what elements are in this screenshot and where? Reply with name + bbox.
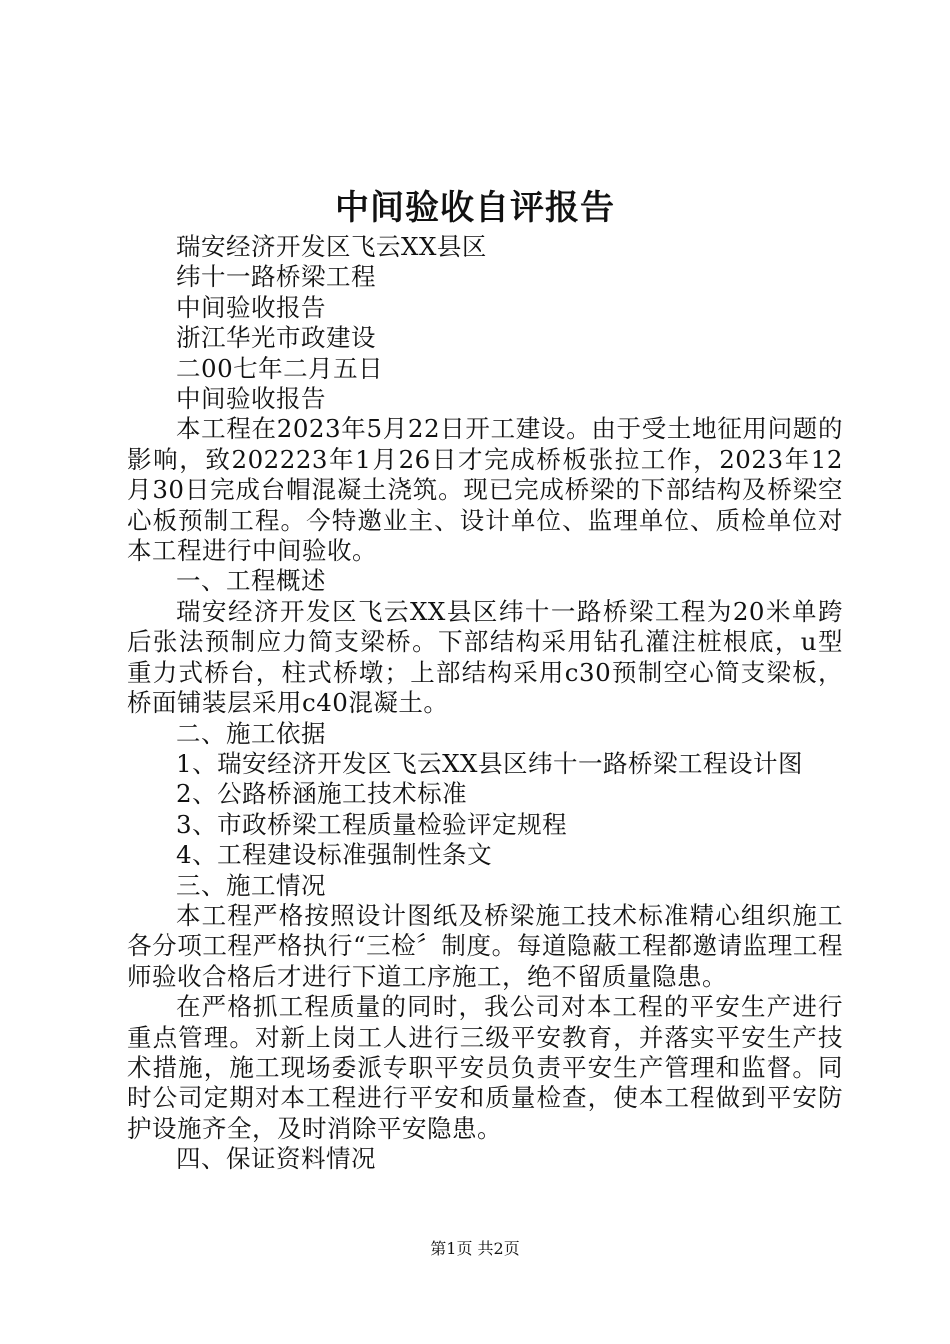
list-item: 1、瑞安经济开发区飞云XX县区纬十一路桥梁工程设计图 (176, 748, 803, 778)
section-heading: 二、施工依据 (176, 718, 326, 748)
page-footer: 第1页 共2页 (430, 1239, 520, 1258)
paragraph: 本工程严格按照设计图纸及桥梁施工技术标准精心组织施工各分项工程严格执行“三检〞制度。每道隐蔽工程都邀请监理工程师验收合格后才进行下道工序施工，绝不留质量隐患。 (127, 900, 843, 991)
list-item: 4、工程建设标准强制性条文 (176, 840, 493, 870)
section-heading: 三、施工情况 (176, 870, 326, 900)
section-heading: 一、工程概述 (176, 566, 326, 596)
section-heading: 四、保证资料情况 (176, 1144, 376, 1174)
paragraph: 本工程在2023年5月22日开工建设。由于受土地征用问题的影响，致202223年1月26日才完成桥板张拉工作，2023年12月30日完成台帽混凝土浇筑。现已完成桥梁的下部结构及桥梁空心板预制工程。今特邀业主、设计单位、监理单位、质检单位对本工程进行中间验收。 (127, 414, 843, 566)
paragraph: 瑞安经济开发区飞云XX县区纬十一路桥梁工程为20米单跨后张法预制应力简支梁桥。下部结构采用钻孔灌注桩根底，u型重力式桥台，柱式桥墩；上部结构采用c30预制空心简支梁板，桥面铺装层采用c40混凝土。 (127, 596, 843, 718)
document-title: 中间验收自评报告 (335, 188, 615, 228)
paragraph: 中间验收报告 (176, 292, 326, 322)
paragraph: 纬十一路桥梁工程 (176, 262, 376, 292)
paragraph: 二00七年二月五日 (176, 353, 384, 383)
paragraph: 中间验收报告 (176, 384, 326, 414)
paragraph: 在严格抓工程质量的同时，我公司对本工程的平安生产进行重点管理。对新上岗工人进行三级平安教育，并落实平安生产技术措施，施工现场委派专职平安员负责平安生产管理和监督。同时公司定期对本工程进行平安和质量检查，使本工程做到平安防护设施齐全，及时消除平安隐患。 (127, 992, 843, 1143)
list-item: 2、公路桥涵施工技术标准 (176, 779, 468, 809)
paragraph: 浙江华光市政建设 (176, 323, 376, 353)
list-item: 3、市政桥梁工程质量检验评定规程 (176, 809, 568, 839)
document-body (127, 232, 843, 1175)
paragraph: 瑞安经济开发区飞云XX县区 (176, 232, 487, 261)
